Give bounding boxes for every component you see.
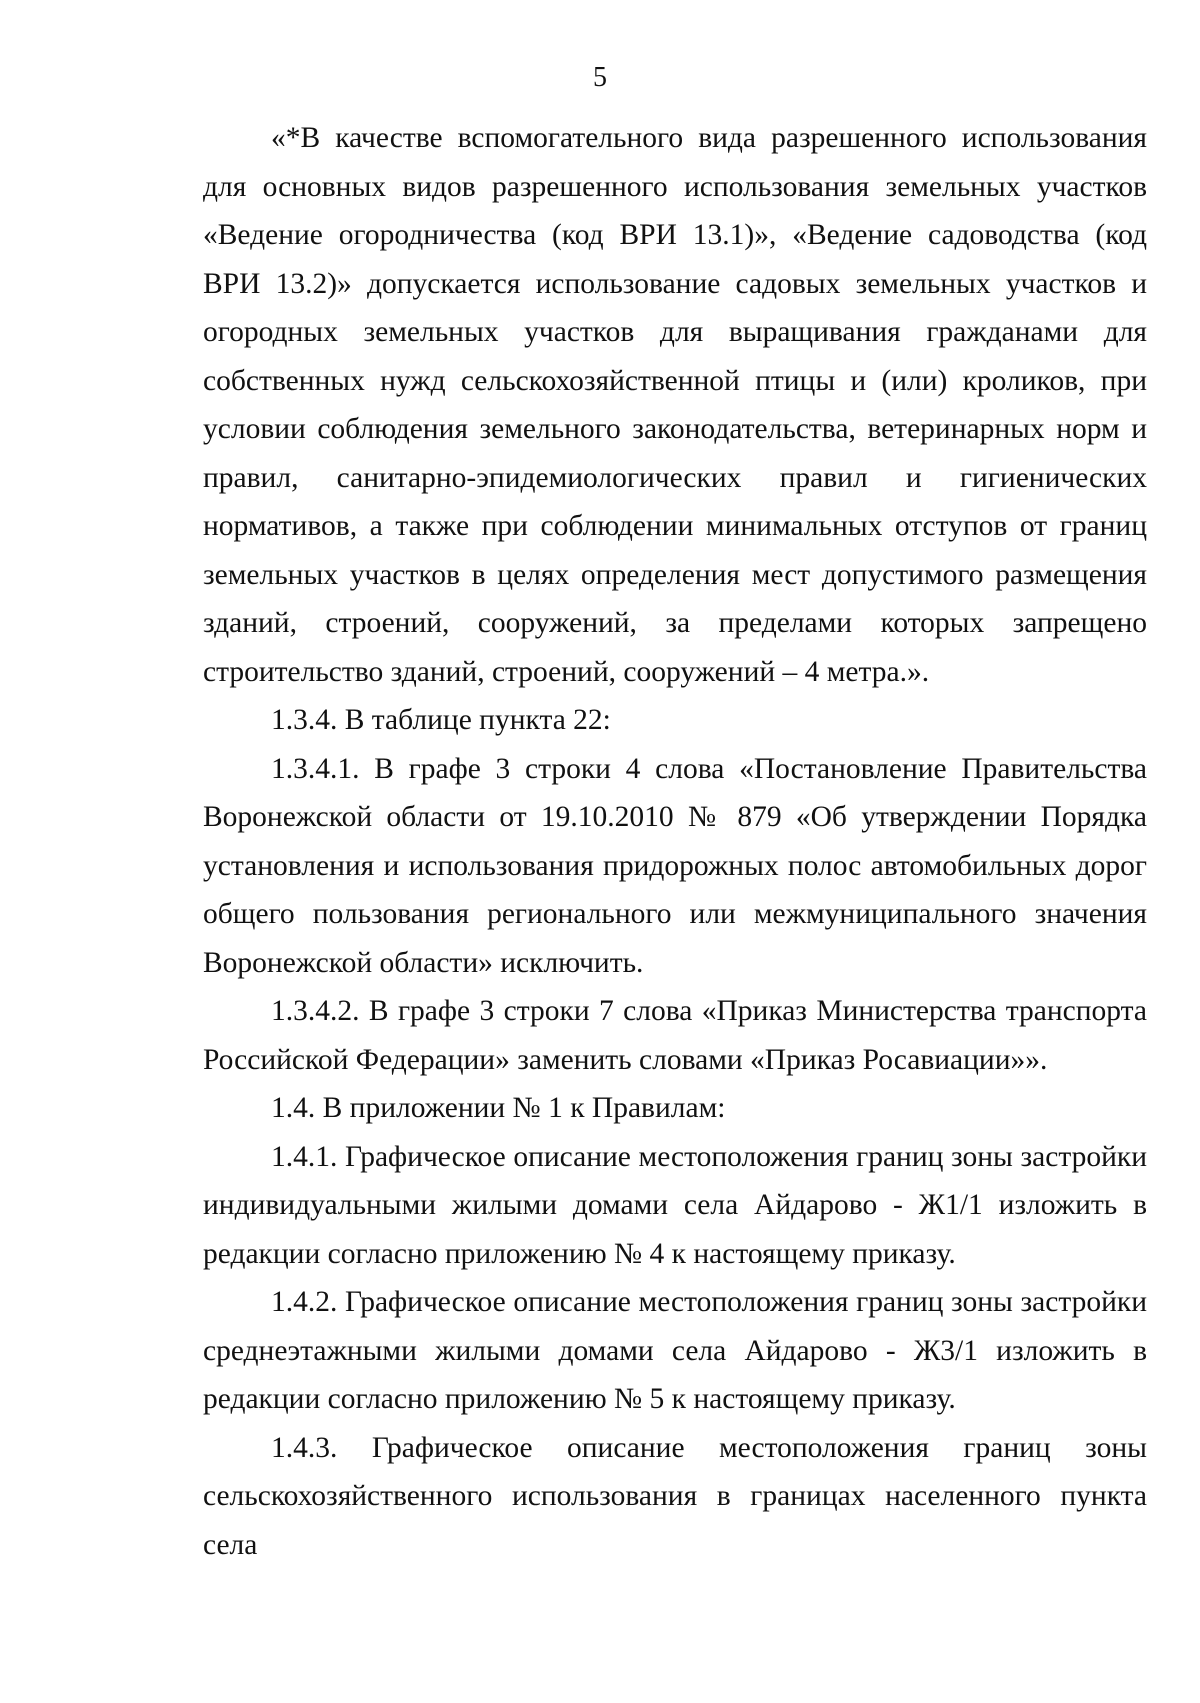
paragraph-1-4-3: 1.4.3. Графическое описание местоположения границ зоны сельскохозяйственного использования в границах населенного пункта села bbox=[203, 1431, 1147, 1561]
page-number: 5 bbox=[593, 62, 607, 93]
paragraph-1-3-4-2: 1.3.4.2. В графе 3 строки 7 слова «Приказ Министерства транспорта Российской Федерации» заменить словами «Приказ Росавиации»». bbox=[203, 995, 1147, 1076]
paragraph-1-4-1: 1.4.1. Графическое описание местоположения границ зоны застройки индивидуальными жилыми домами села Айдарово - Ж1/1 изложить в редакции согласно приложению № 4 к настоящему приказу. bbox=[203, 1140, 1147, 1270]
paragraph-1-4-2: 1.4.2. Графическое описание местоположения границ зоны застройки среднеэтажными жилыми домами села Айдарово - Ж3/1 изложить в редакции согласно приложению № 5 к настоящему приказу. bbox=[203, 1286, 1147, 1415]
paragraph-1-4: 1.4. В приложении № 1 к Правилам: bbox=[271, 1092, 726, 1124]
paragraph-auxiliary-use-note: «*В качестве вспомогательного вида разрешенного использования для основных видов разрешенного использования земельных участков «Ведение огородничества (код ВРИ 13.1)», «Ведение садоводства (код ВРИ 13.2)» допускается использование садовых земельных участков и огородных земельных участков для выращивания гражданами для собственных нужд сельскохозяйственной птицы и (или) кроликов, при условии соблюдения земельного законодательства, ветеринарных норм и правил, санитарно-эпидемиологических правил и гигиенических нормативов, а также при соблюдении минимальных отступов от границ земельных участков в целях определения мест допустимого размещения зданий, строений, сооружений, за пределами которых запрещено строительство зданий, строений, сооружений – 4 метра.». bbox=[203, 122, 1147, 688]
document-body bbox=[203, 114, 1147, 1569]
paragraph-1-3-4-1: 1.3.4.1. В графе 3 строки 4 слова «Постановление Правительства Воронежской области от 19.10.2010 № 879 «Об утверждении Порядка установления и использования придорожных полос автомобильных дорог общего пользования регионального или межмуниципального значения Воронежской области» исключить. bbox=[203, 752, 1147, 979]
paragraph-1-3-4: 1.3.4. В таблице пункта 22: bbox=[271, 704, 611, 736]
